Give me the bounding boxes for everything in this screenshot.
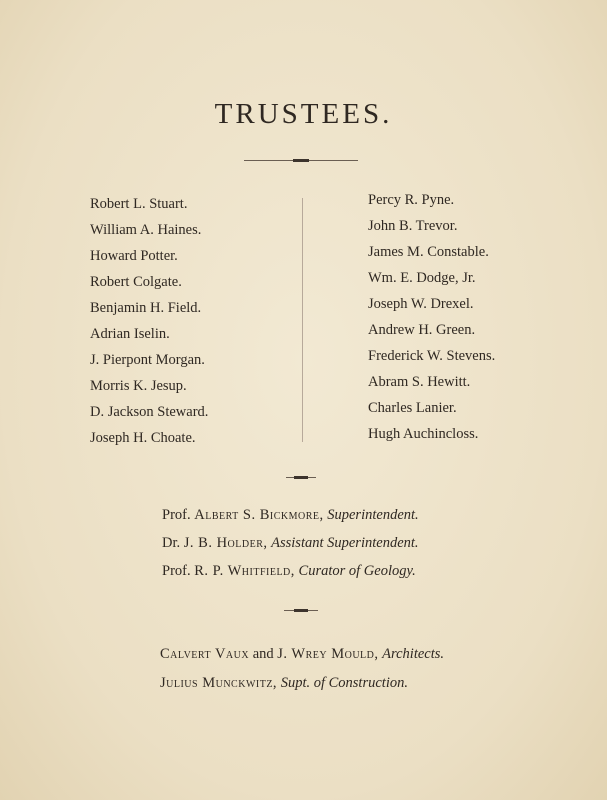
trustee-name: Howard Potter. <box>90 248 178 264</box>
ornamental-rule-top-mark <box>293 159 309 162</box>
officer-name: R. P. Whitfield, <box>194 563 295 579</box>
trustee-name: Morris K. Jesup. <box>90 378 187 394</box>
architect-name: J. Wrey Mould, <box>277 646 379 662</box>
trustee-name: John B. Trevor. <box>368 218 458 234</box>
officer-role: Curator of Geology. <box>298 563 416 579</box>
trustee-name: Robert L. Stuart. <box>90 196 188 212</box>
trustee-name: Wm. E. Dodge, Jr. <box>368 270 476 286</box>
ornamental-rule-lower-mark <box>294 609 308 612</box>
column-divider <box>302 198 303 442</box>
trustee-name: Abram S. Hewitt. <box>368 374 471 390</box>
officer-role: Superintendent. <box>327 507 419 523</box>
officer-line <box>162 563 416 580</box>
trustee-name: Charles Lanier. <box>368 400 457 416</box>
trustee-name: Benjamin H. Field. <box>90 300 202 316</box>
officer-name: J. B. Holder, <box>183 535 268 551</box>
trustee-name: James M. Constable. <box>368 244 489 260</box>
trustee-name: Hugh Auchincloss. <box>368 426 479 442</box>
architect-name: Calvert Vaux <box>160 646 250 662</box>
officer-prefix: Prof. <box>162 507 195 523</box>
construction-role: Supt. of Construction. <box>280 675 408 691</box>
officer-prefix: Dr. <box>162 535 184 551</box>
architects-line <box>160 646 444 663</box>
trustee-name: Frederick W. Stevens. <box>368 348 496 364</box>
officer-role: Assistant Superintendent. <box>271 535 419 551</box>
trustee-name: Andrew H. Green. <box>368 322 476 338</box>
officer-prefix: Prof. <box>162 563 195 579</box>
architects-role: Architects. <box>382 646 445 662</box>
trustee-name: Adrian Iselin. <box>90 326 170 342</box>
superintendent-name: Julius Munckwitz, <box>160 675 278 691</box>
construction-line <box>160 675 408 692</box>
trustee-name: William A. Haines. <box>90 222 202 238</box>
ornamental-rule-middle-mark <box>294 476 308 479</box>
page-title: TRUSTEES. <box>214 98 393 130</box>
trustee-name: D. Jackson Steward. <box>90 404 209 420</box>
trustee-name: Joseph W. Drexel. <box>368 296 474 312</box>
trustee-name: Joseph H. Choate. <box>90 430 196 446</box>
trustee-name: Robert Colgate. <box>90 274 182 290</box>
architects-conjunction: and <box>249 646 278 662</box>
officer-line <box>162 535 419 552</box>
trustee-name: Percy R. Pyne. <box>368 192 455 208</box>
officer-line <box>162 507 419 524</box>
trustee-name: J. Pierpont Morgan. <box>90 352 205 368</box>
officer-name: Albert S. Bickmore, <box>194 507 324 523</box>
